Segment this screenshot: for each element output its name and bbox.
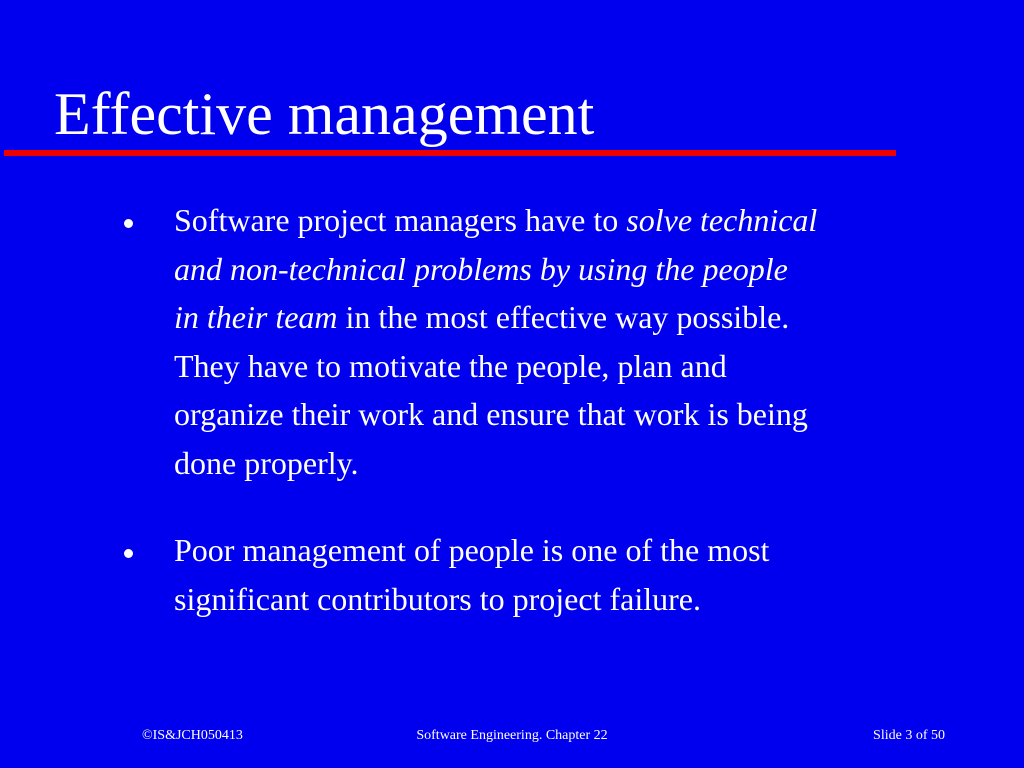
bullet-text-line bbox=[174, 526, 1004, 575]
bullet-text-line bbox=[174, 342, 1004, 391]
bullet-list bbox=[124, 196, 1004, 623]
bullet-text-line bbox=[174, 245, 1004, 294]
bullet-item bbox=[124, 526, 1004, 623]
bullet-text-line bbox=[174, 439, 1004, 488]
slide-title: Effective management bbox=[54, 81, 595, 147]
body-text: done properly. bbox=[174, 444, 359, 481]
footer-course-title: Software Engineering. Chapter 22 bbox=[416, 728, 608, 743]
emphasis-text: in their team bbox=[174, 299, 338, 335]
footer-slide-number: Slide 3 of 50 bbox=[873, 728, 945, 743]
body-text: They have to motivate the people, plan and bbox=[174, 347, 727, 384]
body-text: Poor management of people is one of the most bbox=[174, 532, 770, 568]
bullet-marker bbox=[124, 549, 133, 558]
bullet-text-line bbox=[174, 196, 1004, 245]
bullet-item bbox=[124, 196, 1004, 487]
body-text: significant contributors to project failure. bbox=[174, 580, 701, 617]
emphasis-text: solve technical bbox=[626, 202, 818, 238]
bullet-text-line bbox=[174, 293, 1004, 342]
footer-copyright: ©IS&JCH050413 bbox=[142, 728, 243, 743]
emphasis-text: and non-technical problems by using the people bbox=[174, 250, 788, 287]
title-underline-rule bbox=[4, 150, 896, 156]
bullet-marker bbox=[124, 219, 133, 228]
body-text: organize their work and ensure that work is being bbox=[174, 396, 808, 432]
body-text: Software project managers have to bbox=[174, 202, 627, 238]
bullet-text-line bbox=[174, 390, 1004, 439]
body-text: in the most effective way possible. bbox=[337, 299, 790, 335]
bullet-text-line bbox=[174, 575, 1004, 624]
